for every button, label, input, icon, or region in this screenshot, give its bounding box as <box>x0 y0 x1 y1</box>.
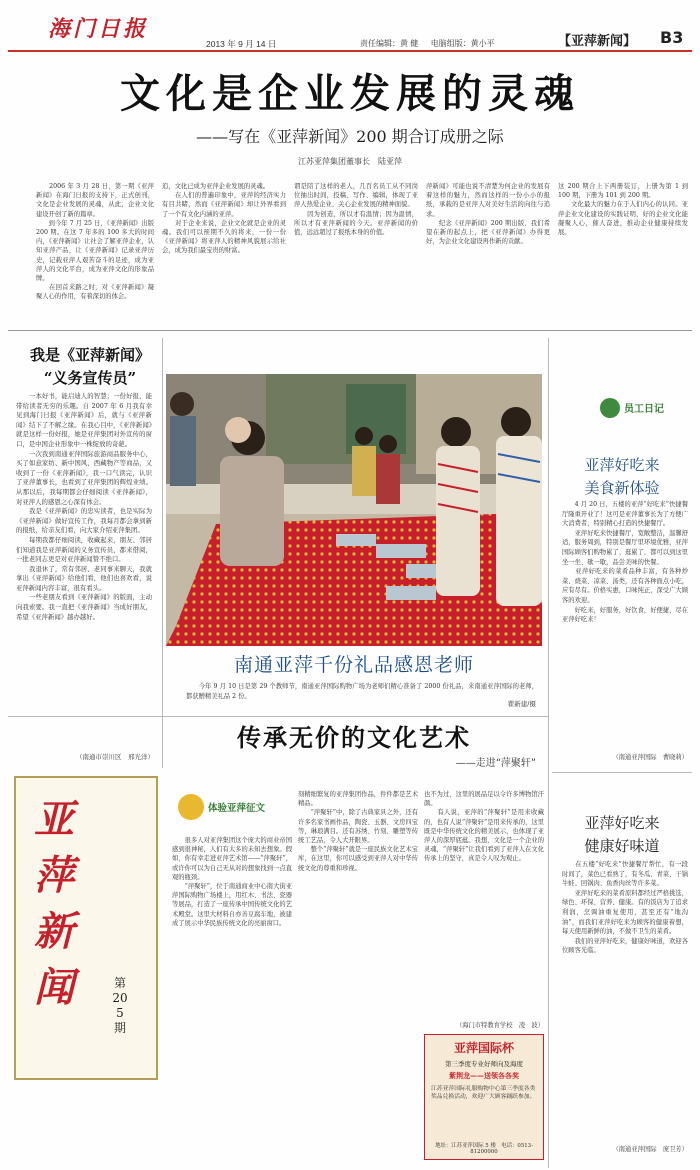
photo-illustration <box>166 374 542 646</box>
article-1-title-line-1: 亚萍好吃来 <box>584 456 660 474</box>
article-1-title <box>552 454 692 498</box>
issue-date: 2013 年 9 月 14 日 <box>206 39 277 49</box>
feature-title <box>34 792 104 1016</box>
photo-credit: 瞿新建/摄 <box>507 700 536 708</box>
article-1-body: 4 月 20 日，五楼的亚萍“好吃来”快捷餐厅隆重开业了！这可是亚萍董事长为了方便广大消费者，特别精心打造的快捷餐厅。 亚萍好吃来快捷餐厅，宽敞整洁，温馨舒适，服务周到，特别是餐厅里环境优雅，亚萍国际顾客们购物累了、逛累了，都可以到这里坐一坐、歇一歇，品尝美味的快餐。 亚萍好吃来的菜肴品种丰富，有各种炒菜、烧菜、凉菜、汤类，还有各种面点小吃，应有尽有。价格实惠，口味纯正，深受广大顾客的欢迎。 好吃来，好服务，好饮食，好便捷，尽在亚萍好吃来！ <box>562 501 688 624</box>
lead-headline: 文化是企业发展的灵魂 <box>120 70 580 117</box>
article-2-title <box>552 812 692 856</box>
editor-credit <box>360 38 495 49</box>
left-article-body: 一本好书，能启迪人的智慧；一份好报，能带给读者无穷的乐趣。自 2007 年 6 月我有幸见到海门日报《亚萍新闻》后，就与《亚萍新闻》结下了不解之缘。在我心目中，《亚萍新闻》就是这样一份好报，她是亚萍集团对外宣传的窗口，是中国企业形象中一株绽放的奇葩。 一次我到南通亚萍国际旅游商品服务中心，买了如意家纺、新中国风、西藏物产等商品，又收到了一份《亚萍新闻》，我一口气读完，认识了亚萍董事长，也看到了亚萍集团的辉煌业绩。从那以后，我每期都会仔细阅读《亚萍新闻》，对亚萍人的感恩之心深有体会。 我是《亚萍新闻》的忠实读者，也是实际为《亚萍新闻》做好宣传工作，我每月都会拿到新的报纸，给亲友们看，向大家介绍亚萍集团。 每期我都仔细阅读，收藏起来，朋友、邻居们知道我是亚萍新闻的义务宣传员，都来借阅，一批老同志更是对亚萍新闻赞不绝口。 我退休了，常有邻居、老同事来聊天，我就拿出《亚萍新闻》给他们看，他们也喜欢看，说亚萍新闻内容丰富，很有看头。 一些老朋友看到《亚萍新闻》的版面，主动向我索要。我一直把《亚萍新闻》当成好朋友，希望《亚萍新闻》越办越好。 <box>16 392 152 621</box>
photo-description: 今年 9 月 10 日是第 29 个教师节，南通亚萍国际购物广场为老师们精心准备了 2000 份礼品，来南通亚萍国际的老师，都获赠精美礼品 2 份。 <box>186 683 538 700</box>
feature-title-char-3: 新 <box>34 908 74 955</box>
essay-contest-badge <box>174 788 294 830</box>
culture-top-rule <box>8 716 548 717</box>
masthead <box>8 6 692 48</box>
editor-name: 黄 健 <box>400 39 419 48</box>
article-2-title-line-2: 健康好味道 <box>584 837 660 855</box>
section-tab: 【亚萍新闻】 <box>558 34 637 49</box>
culture-column-3: 也不为过，这里的展品足以令许多博物馆汗颜。 有人说，亚萍的“萍聚轩”是用来收藏的，也有人说“萍聚轩”是用来传承的，这里既是中华传统文化的精美展示，也体现了亚萍人的深厚底蕴。我想，文化是一个企业的灵魂，“萍聚轩”让我们看到了亚萍人在文化传承上的坚守，真是令人叹为观止。 <box>424 791 544 863</box>
left-column-divider <box>162 338 163 768</box>
ad-line-2: 紫荆龙——送领各各奖 <box>449 1071 519 1080</box>
culture-column-1: 很多人对亚萍集团这个庞大的商业帝国感到很神秘，人们有太多的未知去想象。假如，你有幸走进亚萍艺术馆——“萍聚轩”，或许你可以为自己无从对的想象找到一点直观的瓶颈。 “萍聚轩”，位于南通商业中心南大街亚萍国际购物广场楼上，用红木、书法、瓷器等展品，打造了一座传承中国传统文化的艺术殿堂。这里大材料自亦善豆腐车地，被建成了展示中华民族传统文化的亮丽窗口。 <box>172 837 292 927</box>
lead-bottom-rule <box>8 330 692 331</box>
pen-icon <box>178 794 204 820</box>
ad-title: 亚萍国际杯 <box>453 1041 514 1055</box>
ad-body: 江苏亚萍国际礼服购物中心第三季度各类奖品兑换活动，欢迎广大顾客踊跃参加。 <box>431 1086 536 1100</box>
advertisement <box>424 1034 544 1160</box>
header-rule <box>8 50 692 52</box>
lead-column-5: 这 200 期合上下两册装订，上册为第 1 到 100 期，下册为 101 到 200 期。 文化最大的魅力在于人们内心的认同。亚萍企业文化建设的实践证明，好的企业文化能凝聚人心，催人奋进，推动企业健康持续发展。 <box>558 183 688 237</box>
article-1-title-line-2: 美食新体验 <box>584 479 660 497</box>
feature-issue-number: 第 205 期 <box>112 976 128 1035</box>
ad-line-1: 第三季度专业好师向及海度 <box>445 1060 523 1068</box>
right-article-divider <box>552 772 692 773</box>
employee-diary-badge <box>600 380 686 440</box>
article-2-signature: （南通亚萍国际 庞卫芳） <box>612 1146 688 1153</box>
lead-column-1: 2006 年 3 月 28 日，第一期《亚萍新闻》在海门日报的支持下，正式创刊，文化是企业发展的灵魂，从此，企业文化建设开创了新的篇章。 到今年 7 月 25 日，《亚萍新闻》出版 200 期。在这 7 年多的 100 多大的时间内，《亚萍新闻》让社会了解亚萍企业，认知亚萍产品，让《亚萍新闻》记录亚萍历史，记载亚萍人艰苦奋斗的足迹，成为亚萍人的文化平台，成为亚萍文化的形象品牌。 在回首来路之时，对《亚萍新闻》凝聚人心的作用，有着深切的体会。 <box>36 183 154 301</box>
leaf-icon <box>600 398 620 418</box>
lead-byline: 江苏亚萍集团董事长 陆亚萍 <box>298 157 402 166</box>
left-article-signature: （南通市崇川区 邢光洋） <box>76 753 154 761</box>
typesetter-name: 黄小平 <box>470 39 495 48</box>
feature-issue-panel <box>14 776 158 1080</box>
culture-signature: （海门市特教育学校 凌 波） <box>455 1022 544 1029</box>
diary-label: 员工日记 <box>624 404 664 415</box>
culture-headline: 传承无价的文化艺术 <box>237 723 471 752</box>
left-article-title-line-2: “义务宣传员” <box>43 369 137 387</box>
lead-column-3: 谓是陪了这样的老人，几百名员工从不同岗位抽出时间，投稿、写作、编辑，体现了亚萍人热爱企业、关心企业发展的精神面貌。 因为创造，所以才有温情；因为温情，所以才有亚萍新闻的今天。亚萍新闻的价值，远远超过了报纸本身的价值。 <box>294 183 418 237</box>
culture-subheadline: ——走进“萍聚轩” <box>455 758 536 769</box>
article-2-body: 在五楼“好吃来”快捷餐厅帮忙，有一段时间了，菜色已看熟了，有冬瓜、青菜、干锅牛蛙、回锅肉、鱼香肉丝等许多菜。 亚萍好吃来的菜肴原料都经过严格挑选，绿色、环保、营养、健康。有的饭店为了追求利润，烹调油重复使用，甚至还有“地沟油”，而我们亚萍好吃来为顾客的健康着想，每天使用新鲜的油，不做不卫生的菜肴。 我们的亚萍好吃来，健康好味道，欢迎各位顾客光临。 <box>562 861 688 955</box>
feature-title-char-4: 闻 <box>34 964 74 1011</box>
feature-title-char-2: 萍 <box>34 852 74 899</box>
left-article-title-line-1: 我是《亚萍新闻》 <box>29 346 150 364</box>
right-column-divider <box>548 338 549 1168</box>
lead-column-2: 追，文化已成为亚萍企业发展的灵魂。 在人们的普遍印象中，亚萍的经济实力有目共睹，然而《亚萍新闻》却让外界看到了一个有文化内涵的亚萍。 对于企业来说，企业文化就是企业的灵魂。我们可以预期不久的将来，一份一份《亚萍新闻》将亚萍人的精神风貌展示给社会，成为我们最宝贵的财富。 <box>162 183 286 255</box>
newspaper-logo: 海门日报 <box>48 16 149 42</box>
essay-contest-label: 体验亚萍征文 <box>208 803 266 814</box>
photo-caption: 南通亚萍千份礼品感恩老师 <box>233 654 474 676</box>
left-article-title <box>20 344 160 388</box>
feature-title-char-1: 亚 <box>34 796 74 843</box>
editor-label: 责任编辑： <box>360 39 400 48</box>
teachers-day-photo <box>166 374 542 646</box>
section-name: 亚萍新闻 <box>571 34 624 49</box>
lead-subheadline: ——写在《亚萍新闻》200 期合订成册之际 <box>196 127 504 146</box>
lead-column-4: 萍新闻》可能也说不清楚为何企业的发展有着这样的魅力，然而这样的一份小小的报纸，承载的是亚萍人对美好生活的向往与追求。 纪念《亚萍新闻》200 期出版，我们希望在新的起点上，把《亚萍新闻》办得更好，为企业文化建设再作新的贡献。 <box>426 183 550 246</box>
page-number: B3 <box>660 28 684 47</box>
article-2-title-line-1: 亚萍好吃来 <box>584 814 660 832</box>
ad-contact: 地址：江苏亚萍国际 5 楼 电话：0513-81200000 <box>435 1143 533 1155</box>
article-1-signature: （南通亚萍国际 曹晓莉） <box>612 754 688 761</box>
typesetter-label: 电脑组版： <box>430 39 471 48</box>
culture-column-2: 刻精细繁复的亚萍集团作品，件件都是艺术精品。 “萍聚轩”中，除了古典家具之外，还有许多名家书画作品，陶瓷、玉器、文房四宝等，琳琅满目。还有苏绣、竹刻、雕塑等传统工艺品，令人大开眼界。 整个“萍聚轩”就是一座民族文化艺术宝库，在这里，你可以感受到亚萍人对中华传统文化的尊重和珍视。 <box>298 791 418 872</box>
